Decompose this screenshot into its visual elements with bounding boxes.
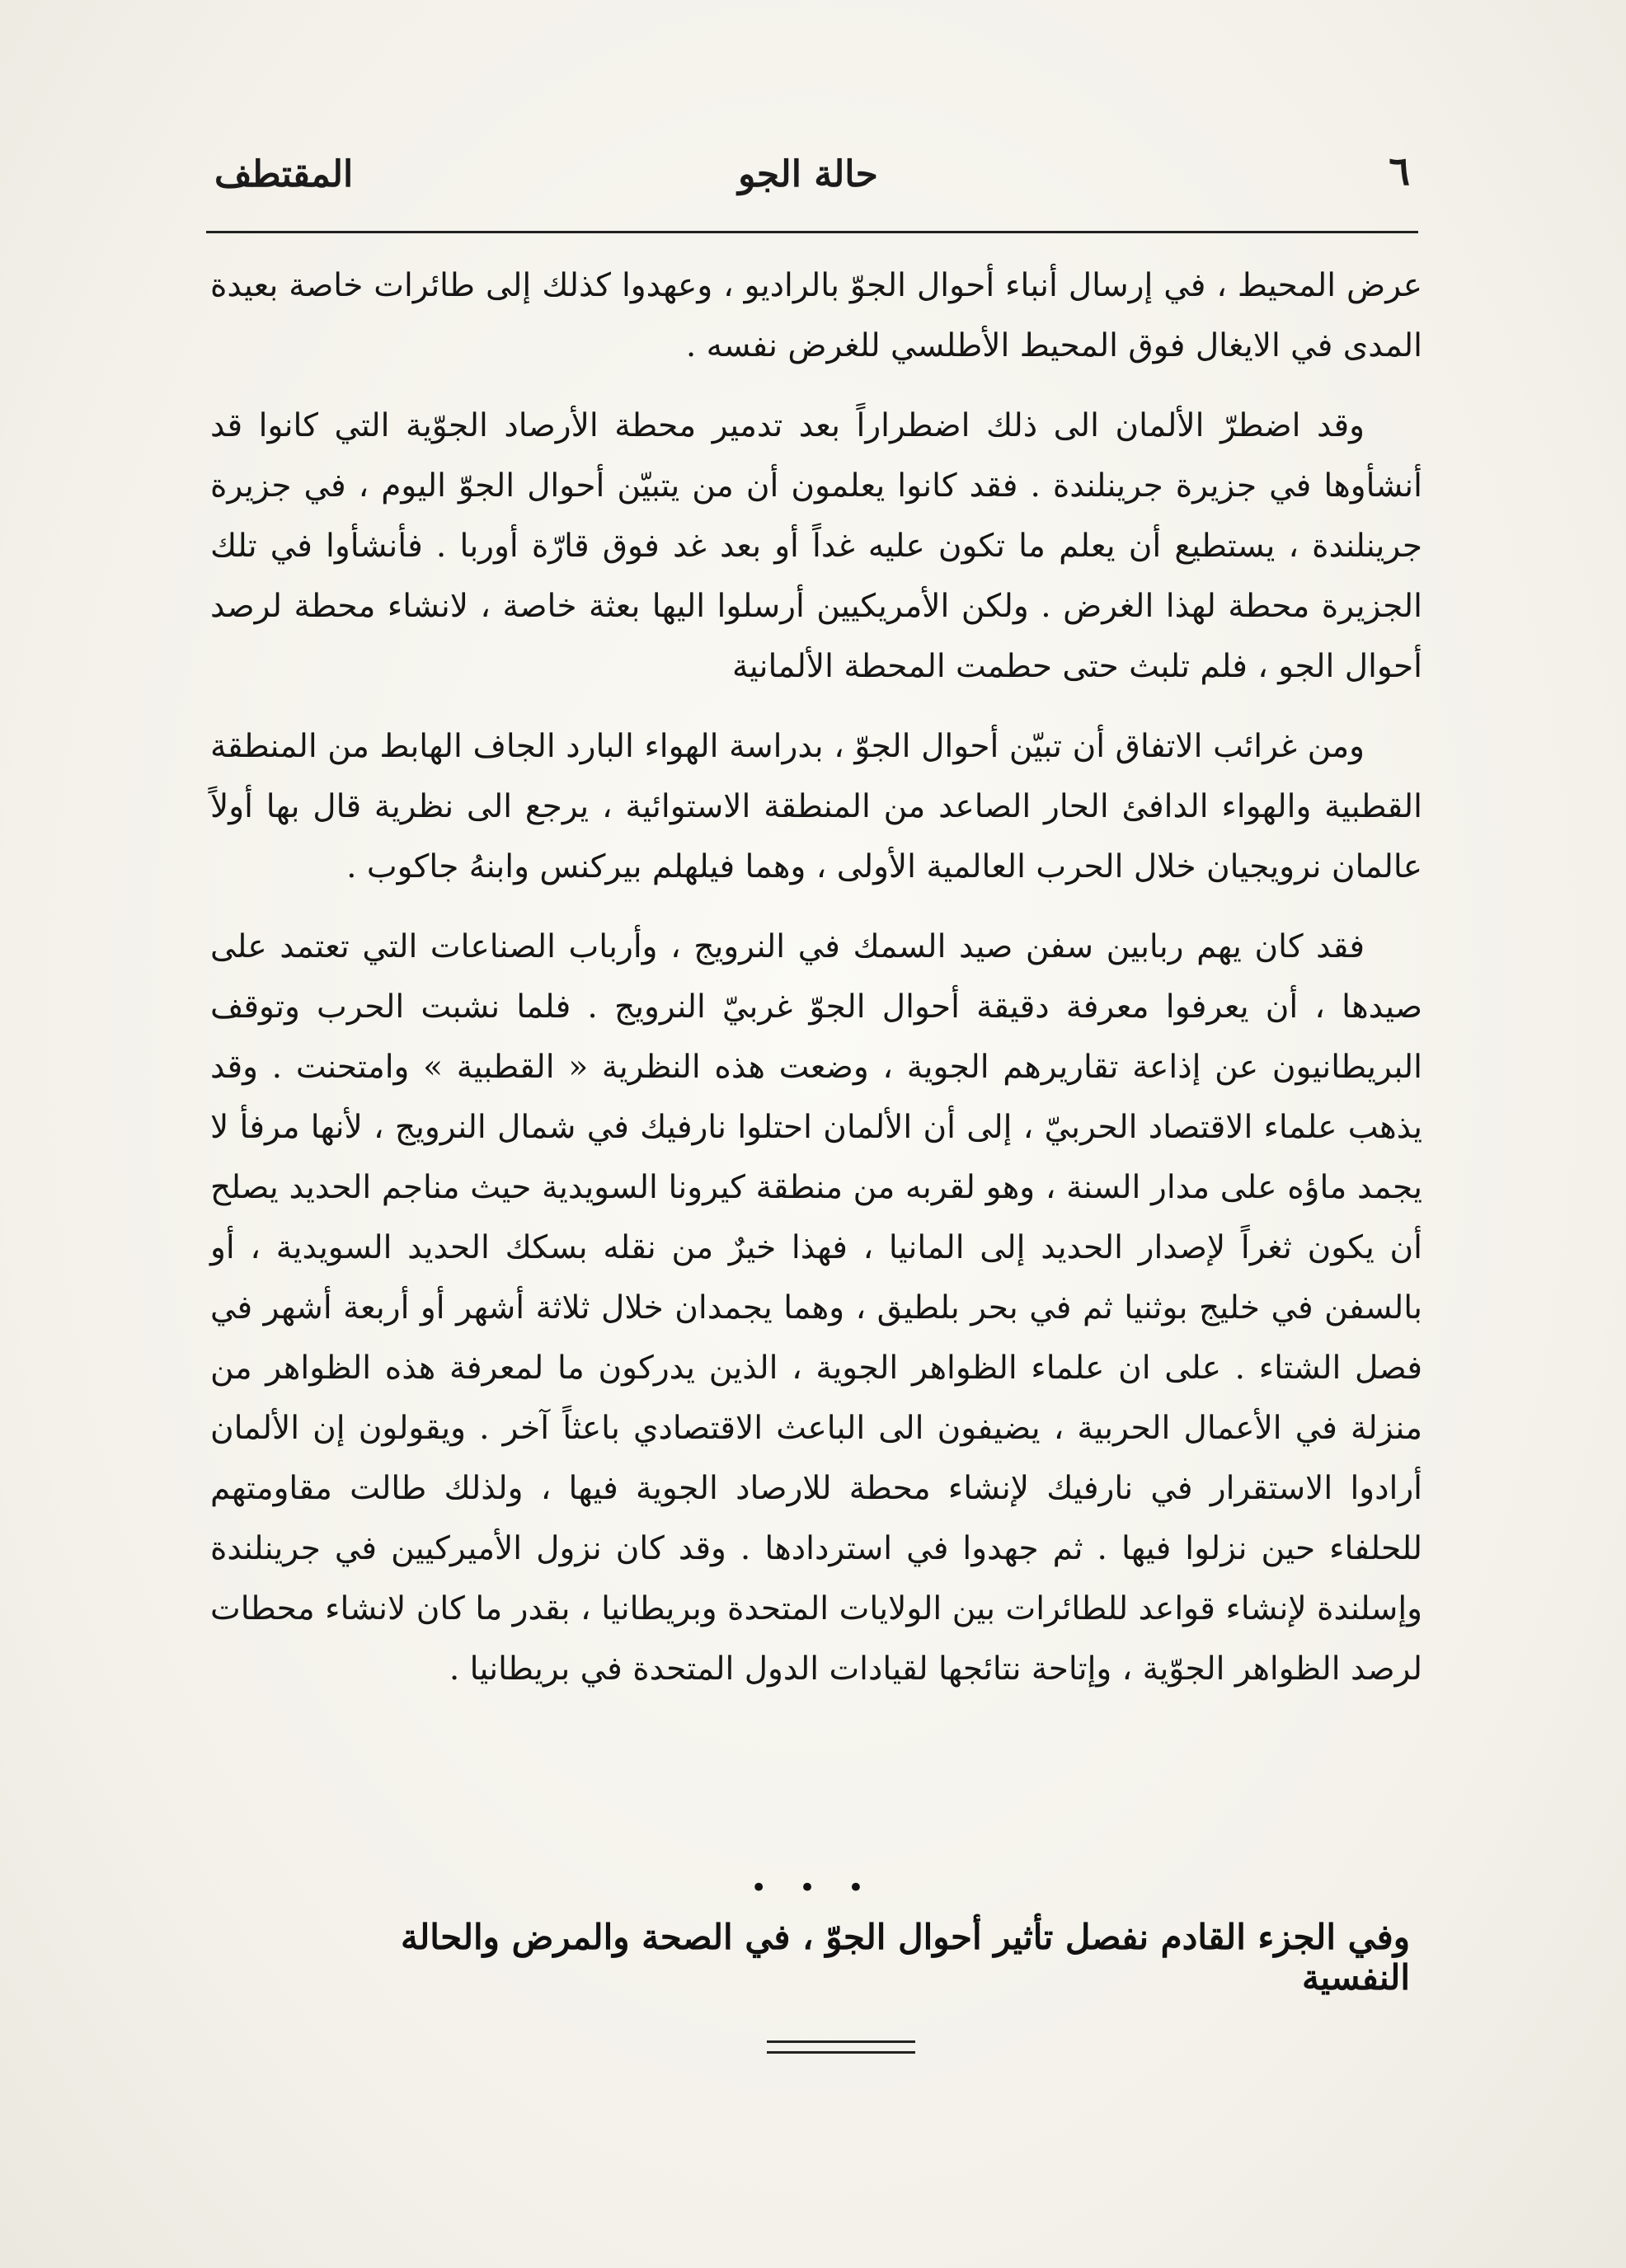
article-body bbox=[210, 256, 1422, 1719]
paragraph-3: ومن غرائب الاتفاق أن تبيّن أحوال الجوّ ، بدراسة الهواء البارد الجاف الهابط من المنطقة القطبية والهواء الدافئ الحار الصاعد من المنطقة الاستوائية ، يرجع الى نظرية قال بها أولاً عالمان نرويجيان خلال الحرب العالمية الأولى ، وهما فيلهلم بيركنس وابنهُ جاكوب . bbox=[210, 728, 1422, 885]
running-title: حالة الجو bbox=[738, 153, 878, 195]
header-divider bbox=[206, 231, 1418, 233]
section-separator: • • • bbox=[750, 1871, 876, 1904]
paragraph-1: عرض المحيط ، في إرسال أنباء أحوال الجوّ بالراديو ، وعهدوا كذلك إلى طائرات خاصة بعيدة المدى في الايغال فوق المحيط الأطلسي للغرض نفسه . bbox=[210, 267, 1422, 364]
end-rule-bottom bbox=[767, 2051, 915, 2054]
closing-note: وفي الجزء القادم نفصل تأثير أحوال الجوّ ، في الصحة والمرض والحالة النفسية bbox=[400, 1917, 1410, 1998]
end-rule-top bbox=[767, 2040, 915, 2043]
page-number: ٦ bbox=[1389, 148, 1410, 195]
paragraph-2: وقد اضطرّ الألمان الى ذلك اضطراراً بعد تدمير محطة الأرصاد الجوّية التي كانوا قد أنشأوها في جزيرة جرينلندة . فقد كانوا يعلمون أن من يتبيّن أحوال الجوّ اليوم ، في جزيرة جرينلندة ، يستطيع أن يعلم ما تكون عليه غداً أو بعد غد فوق قارّة أوربا . فأنشأوا في تلك الجزيرة محطة لهذا الغرض . ولكن الأمريكيين أرسلوا اليها بعثة خاصة ، لانشاء محطة لرصد أحوال الجو ، فلم تلبث حتى حطمت المحطة الألمانية bbox=[210, 407, 1422, 685]
paragraph-4: فقد كان يهم ربابين سفن صيد السمك في النرويج ، وأرباب الصناعات التي تعتمد على صيدها ، أن يعرفوا معرفة دقيقة أحوال الجوّ غربيّ النرويج . فلما نشبت الحرب وتوقف البريطانيون عن إذاعة تقاريرهم الجوية ، وضعت هذه النظرية « القطبية » وامتحنت . وقد يذهب علماء الاقتصاد الحربيّ ، إلى أن الألمان احتلوا نارفيك في شمال النرويج ، لأنها مرفأ لا يجمد ماؤه على مدار السنة ، وهو لقربه من منطقة كيرونا السويدية حيث مناجم الحديد يصلح أن يكون ثغراً لإصدار الحديد إلى المانيا ، فهذا خيرٌ من نقله بسكك الحديد السويدية ، أو بالسفن في خليج بوثنيا ثم في بحر بلطيق ، وهما يجمدان خلال ثلاثة أشهر أو أربعة أشهر في فصل الشتاء . على ان علماء الظواهر الجوية ، الذين يدركون ما لمعرفة هذه الظواهر من منزلة في الأعمال الحربية ، يضيفون الى الباعث الاقتصادي باعثاً آخر . ويقولون إن الألمان أرادوا الاستقرار في نارفيك لإنشاء محطة للارصاد الجوية فيها ، ولذلك طالت مقاومتهم للحلفاء حين نزلوا فيها . ثم جهدوا في استردادها . وقد كان نزول الأميركيين في جرينلندة وإسلندة لإنشاء قواعد للطائرات بين الولايات المتحدة وبريطانيا ، بقدر ما كان لانشاء محطات لرصد الظواهر الجوّية ، وإتاحة نتائجها لقيادات الدول المتحدة في بريطانيا . bbox=[210, 928, 1422, 1688]
page-header bbox=[206, 148, 1410, 214]
journal-name: المقتطف bbox=[214, 153, 354, 195]
